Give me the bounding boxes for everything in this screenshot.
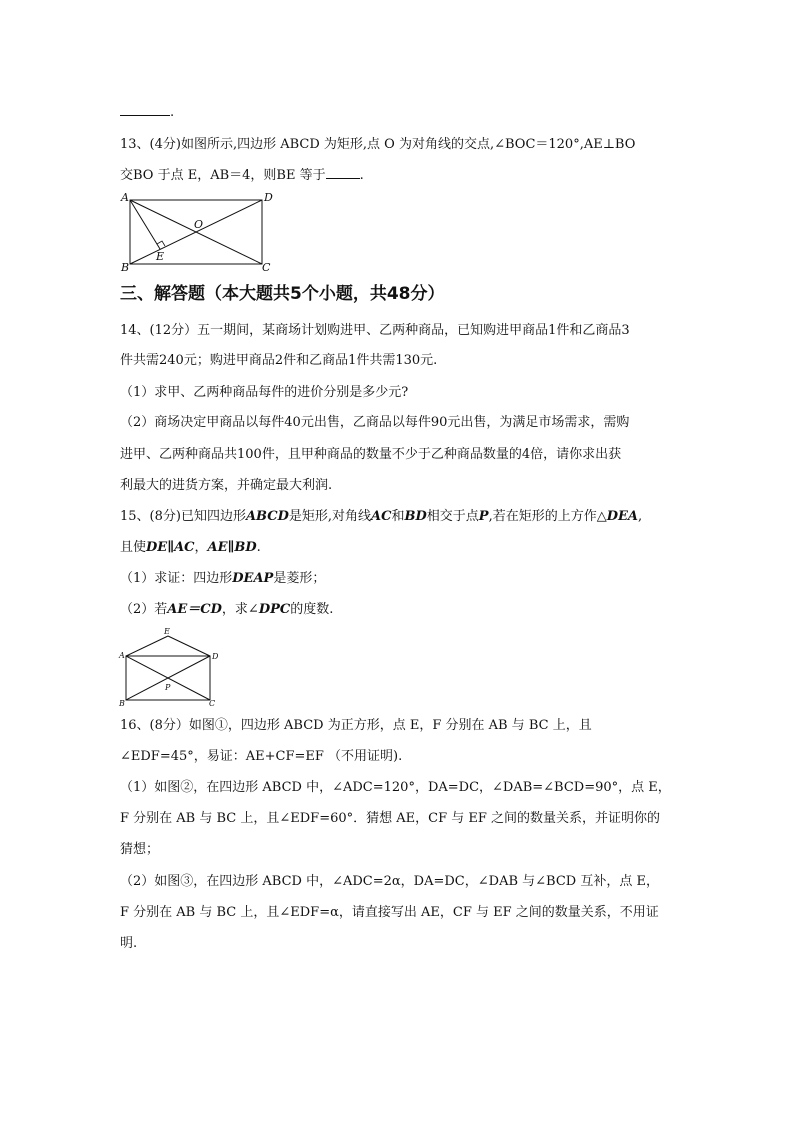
q15-text: ,若在矩形的上方作△ [488, 509, 607, 524]
q16-part1-line1: （1）如图②，在四边形 ABCD 中，∠ADC=120°，DA=DC，∠DAB=∠BCD=90°，点 E， [120, 780, 671, 795]
q15-label-D: D [212, 652, 219, 661]
q15-math: P [478, 509, 489, 524]
q16-part1-line2: F 分别在 AB 与 BC 上，且∠EDF=60°．猜想 AE，CF 与 EF 之间的数量关系，并证明你的 [120, 811, 661, 826]
q14-part2-line3: 利最大的进货方案，并确定最大利润. [120, 478, 333, 493]
q15-line2 [120, 539, 261, 557]
answer-blank[interactable] [120, 103, 170, 116]
q13-label-A: A [121, 191, 129, 204]
q13-rectangle-figure [116, 190, 276, 276]
q15-math: AE∥BD [207, 540, 257, 555]
q15-math: AC [371, 509, 392, 524]
q13-line2-text: 交BO 于点 E，AB＝4，则BE 等于 [120, 168, 326, 183]
q15-text: 是菱形； [273, 571, 326, 586]
q14-part2-line2: 进甲、乙两种商品共100件，且甲种商品的数量不少于乙种商品数量的4倍，请你求出获 [120, 447, 622, 462]
q15-text: 15、(8分)已知四边形 [120, 509, 246, 524]
q15-text: 相交于点 [426, 509, 479, 524]
q15-math: BD [404, 509, 427, 524]
q16-part2-line1: （2）如图③，在四边形 ABCD 中，∠ADC=2α，DA=DC，∠DAB 与∠BCD 互补，点 E， [120, 874, 659, 889]
previous-answer-blank-line [120, 103, 174, 122]
q13-line2-end: . [359, 168, 364, 183]
q16-part1-line3: 猜想； [120, 842, 160, 857]
q16-part2-line3: 明. [120, 936, 138, 951]
q13-line2 [120, 166, 364, 185]
q14-part1: （1）求甲、乙两种商品每件的进价分别是多少元? [120, 385, 409, 400]
q15-text: ， [194, 540, 208, 555]
q15-part1 [120, 570, 325, 588]
q13-label-C: C [262, 261, 271, 274]
q15-text: . [256, 540, 261, 555]
q15-label-E: E [164, 627, 170, 636]
q15-text: ，求∠ [221, 602, 259, 617]
q13-line1: 13、(4分)如图所示,四边形 ABCD 为矩形,点 O 为对角线的交点,∠BOC＝120°,AE⊥BO [120, 137, 636, 152]
q15-math: DE∥AC [146, 540, 195, 555]
q14-part2-line1: （2）商场决定甲商品以每件40元出售，乙商品以每件90元出售，为满足市场需求，需购 [120, 415, 630, 430]
q13-label-B: B [121, 261, 130, 274]
q15-math: DEAP [232, 571, 274, 586]
q15-text: 且使 [120, 540, 147, 555]
q15-math: ABCD [245, 509, 289, 524]
q16-part2-line2: F 分别在 AB 与 BC 上，且∠EDF=α，请直接写出 AE，CF 与 EF 之间的数量关系，不用证 [120, 905, 659, 920]
q15-math: DPC [258, 602, 291, 617]
section-heading: 三、解答题（本大题共5个小题，共48分） [120, 284, 445, 304]
q15-text: 的度数. [290, 602, 334, 617]
q15-text: 是矩形,对角线 [288, 509, 372, 524]
q13-label-O: O [194, 218, 204, 231]
q15-label-B: B [119, 699, 125, 708]
q15-label-C: C [209, 699, 216, 708]
q15-rhombus-figure [116, 624, 226, 710]
q13-label-E: E [156, 250, 165, 263]
q13-answer-blank[interactable] [326, 166, 360, 179]
q15-math: DEA [606, 509, 638, 524]
q15-line1 [120, 508, 642, 526]
blank-tail: . [170, 105, 175, 120]
q15-text: （1）求证：四边形 [120, 571, 233, 586]
q16-line1: 16、(8分）如图①，四边形 ABCD 为正方形，点 E，F 分别在 AB 与 BC 上，且 [120, 718, 592, 733]
q13-label-D: D [264, 191, 273, 204]
q15-text: , [637, 509, 643, 524]
q14-line2: 件共需240元；购进甲商品2件和乙商品1件共需130元. [120, 353, 438, 368]
q16-line2: ∠EDF=45°，易证：AE+CF=EF （不用证明). [120, 749, 403, 764]
q15-text: 和 [391, 509, 405, 524]
q15-math: AE＝CD [167, 602, 222, 617]
q15-text: （2）若 [120, 602, 168, 617]
q15-label-A: A [119, 651, 125, 660]
q15-part2 [120, 601, 333, 619]
q14-line1: 14、(12分）五一期间，某商场计划购进甲、乙两种商品，已知购进甲商品1件和乙商品3 [120, 323, 630, 338]
q15-label-P: P [165, 683, 171, 692]
